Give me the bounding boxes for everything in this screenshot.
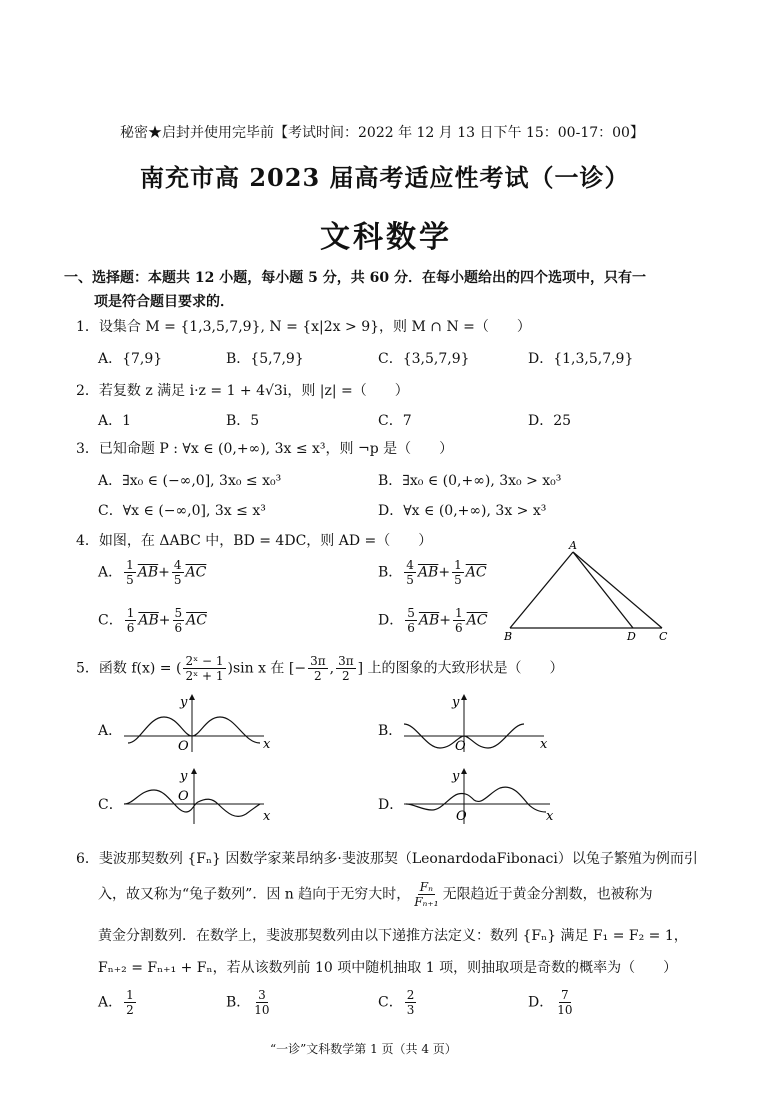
q6-line2: 入，故又称为“兔子数列”．因 n 趋向于无穷大时， $\frac{\text{Fₙ}}{\text{Fₙ₊₁}}$ 无限趋近于黄金分割数，也被称为 xyxy=(98,880,653,909)
svg-text:y: y xyxy=(452,769,460,784)
q1-option-b: B．{5,7,9} xyxy=(226,351,304,367)
q5-graph-b xyxy=(400,690,560,756)
subject-title: 文科数学 xyxy=(320,220,452,255)
q2-option-d: D．25 xyxy=(528,413,572,429)
q5-option-d-label: D． xyxy=(378,797,404,813)
q4-option-c: C． $\frac{1}{6}$ $\overline{AB}+$ $\frac{5}{6}$ $\overline{AC}$ xyxy=(98,606,207,635)
section-heading-line2: 项是符合题目要求的． xyxy=(94,294,234,310)
vertex-b-label: B xyxy=(504,630,513,643)
q4-option-a: A． $\frac{1}{5}$ $\overline{AB}+$ $\frac{4}{5}$ $\overline{AC}$ xyxy=(98,558,207,587)
vertex-c-label: C xyxy=(659,630,668,643)
q1-option-a: A．{7,9} xyxy=(98,351,163,367)
q1-option-c: C．{3,5,7,9} xyxy=(378,351,470,367)
q3-option-a: A．∃x₀ ∈ (−∞,0], 3x₀ ≤ x₀³ xyxy=(98,473,282,489)
q6-option-b: B． $\frac{3}{10}$ xyxy=(226,988,270,1017)
q6-line4: Fₙ₊₂ = Fₙ₊₁ + Fₙ，若从该数列前 10 项中随机抽取 1 项，则抽取项是奇数的概率为（ ） xyxy=(98,960,678,976)
q2-option-b: B．5 xyxy=(226,413,260,429)
svg-text:y: y xyxy=(180,769,188,784)
svg-text:y: y xyxy=(452,695,460,710)
confidential-notice: 秘密★启封并使用完毕前【考试时间：2022 年 12 月 13 日下午 15：00-17：00】 xyxy=(120,125,644,141)
svg-text:O: O xyxy=(178,739,189,754)
svg-text:x: x xyxy=(546,809,554,824)
q3-option-d: D．∀x ∈ (0,+∞), 3x > x³ xyxy=(378,503,547,519)
vertex-a-label: A xyxy=(569,540,577,552)
q5-option-c-label: C． xyxy=(98,797,123,813)
q5-option-a-label: A． xyxy=(98,723,123,739)
q5-graph-d xyxy=(400,764,560,828)
point-d-label: D xyxy=(627,630,636,643)
graph-d-curve xyxy=(406,787,546,812)
segment-ab xyxy=(510,552,573,628)
graph-a-curve xyxy=(128,717,260,743)
svg-text:O: O xyxy=(178,789,189,804)
q3-stem: 3．已知命题 P : ∀x ∈ (0,+∞), 3x ≤ x³，则 ¬p 是（ ） xyxy=(76,441,454,457)
q5-option-b-label: B． xyxy=(378,723,403,739)
exam-title: 南充市高 2023 届高考适应性考试（一诊） xyxy=(140,163,630,192)
section-heading-line1: 一、选择题：本题共 12 小题，每小题 5 分，共 60 分．在每小题给出的四个选项中，只有一 xyxy=(64,270,646,286)
svg-text:x: x xyxy=(263,809,271,824)
segment-ad xyxy=(573,552,633,628)
page-footer: “一诊”文科数学第 1 页（共 4 页） xyxy=(270,1042,457,1056)
svg-text:y: y xyxy=(180,695,188,710)
q5-stem: 5．函数 f(x) = ( $\frac{\text{2ˣ − 1}}{\text{2ˣ + 1}}$ )sin x 在 [− $\frac{3\pi}{2}$ , $\frac{3\pi}{2}$ ] 上的图象的大致形状是（ ） xyxy=(76,654,564,683)
q6-option-a: A． $\frac{1}{2}$ xyxy=(98,988,134,1017)
q3-option-b: B．∃x₀ ∈ (0,+∞), 3x₀ > x₀³ xyxy=(378,473,562,489)
q6-option-d: D． $\frac{7}{10}$ xyxy=(528,988,573,1017)
triangle-figure xyxy=(500,540,680,645)
svg-text:O: O xyxy=(455,739,466,754)
segment-ac xyxy=(573,552,662,628)
q4-option-b: B． $\frac{4}{5}$ $\overline{AB}+$ $\frac{1}{5}$ $\overline{AC}$ xyxy=(378,558,487,587)
q2-stem: 2．若复数 z 满足 i·z = 1 + 4√3i，则 |z| =（ ） xyxy=(76,383,409,399)
q6-line3: 黄金分割数列．在数学上，斐波那契数列由以下递推方法定义：数列 {Fₙ} 满足 F₁ = F₂ = 1， xyxy=(98,928,688,944)
svg-text:O: O xyxy=(456,809,467,824)
graph-c-curve xyxy=(124,790,260,816)
q5-graph-a xyxy=(120,690,280,756)
q2-option-c: C．7 xyxy=(378,413,412,429)
svg-text:x: x xyxy=(540,737,548,752)
q2-option-a: A．1 xyxy=(98,413,132,429)
q1-option-d: D．{1,3,5,7,9} xyxy=(528,351,634,367)
q4-option-d: D． $\frac{5}{6}$ $\overline{AB}+$ $\frac{1}{6}$ $\overline{AC}$ xyxy=(378,606,488,635)
q6-option-c: C． $\frac{2}{3}$ xyxy=(378,988,415,1017)
q5-graph-c xyxy=(120,764,280,828)
q6-line1: 6．斐波那契数列 {Fₙ} 因数学家莱昂纳多·斐波那契（LeonardodaFibonaci）以兔子繁殖为例而引 xyxy=(76,851,698,867)
q3-option-c: C．∀x ∈ (−∞,0], 3x ≤ x³ xyxy=(98,503,266,519)
q1-stem: 1．设集合 M = {1,3,5,7,9}, N = {x|2x > 9}，则 M ∩ N =（ ） xyxy=(76,319,531,335)
svg-text:x: x xyxy=(263,737,271,752)
q4-stem: 4．如图，在 ΔABC 中，BD = 4DC，则 AD =（ ） xyxy=(76,533,433,549)
